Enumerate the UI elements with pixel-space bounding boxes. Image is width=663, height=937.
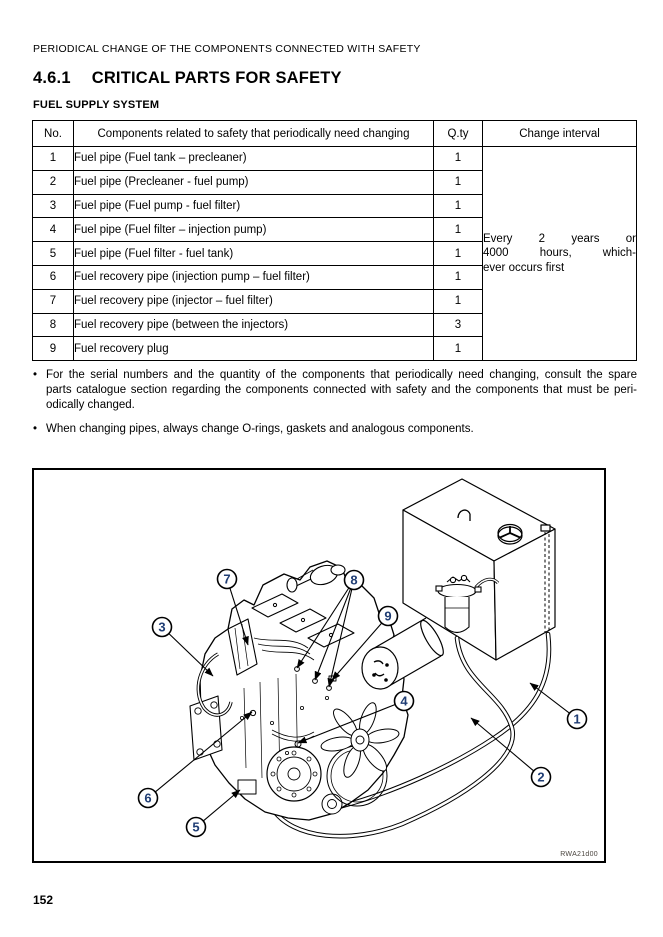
col-header-qty: Q.ty [434,121,483,147]
table-body [33,147,637,361]
running-header: PERIODICAL CHANGE OF THE COMPONENTS CONNECTED WITH SAFETY [33,43,421,55]
section-title: CRITICAL PARTS FOR SAFETY [91,69,342,87]
cell-component: Fuel pipe (Fuel pump - fuel filter) [74,194,434,218]
filler-cap-icon [498,525,522,545]
subsection-title: FUEL SUPPLY SYSTEM [33,99,160,111]
note-item [33,422,637,437]
callout-number-1: 1 [573,711,581,727]
cell-component: Fuel pipe (Fuel filter - fuel tank) [74,242,434,266]
cell-component: Fuel pipe (Precleaner - fuel pump) [74,170,434,194]
cell-qty: 1 [434,265,483,289]
cell-qty: 1 [434,170,483,194]
critical-parts-table [32,120,637,361]
cell-no: 8 [33,313,74,337]
note-text: For the serial numbers and the quantity of the components that periodically need changing, consult the spare parts catalogue section regarding the components connected with safety and the components that must be peri- odically changed. [46,369,637,411]
callout-number-6: 6 [144,790,152,806]
diagram-frame [32,468,606,863]
table-row [33,147,637,171]
section-number: 4.6.1 [33,69,71,87]
bullet-icon: • [33,369,38,381]
cell-qty: 1 [434,194,483,218]
engine [190,561,408,820]
cell-qty: 1 [434,218,483,242]
cell-component: Fuel pipe (Fuel filter – injection pump) [74,218,434,242]
cell-component: Fuel recovery pipe (injector – fuel filter) [74,289,434,313]
cell-component: Fuel recovery pipe (injection pump – fuel filter) [74,265,434,289]
cell-qty: 3 [434,313,483,337]
cell-no: 5 [33,242,74,266]
col-header-interval: Change interval [483,121,637,147]
bullet-icon: • [33,423,38,435]
cell-no: 4 [33,218,74,242]
cell-qty: 1 [434,337,483,361]
col-header-no: No. [33,121,74,147]
callout-number-9: 9 [384,608,392,624]
cell-component: Fuel pipe (Fuel tank – precleaner) [74,147,434,171]
page-number: 152 [33,893,54,907]
callout-leader-line [203,790,240,821]
cell-no: 6 [33,265,74,289]
callout-number-7: 7 [223,571,231,587]
note-item [33,368,637,413]
cell-no: 7 [33,289,74,313]
callout-number-4: 4 [400,693,408,709]
cell-no: 1 [33,147,74,171]
callout-number-8: 8 [350,572,358,588]
cell-no: 2 [33,170,74,194]
cell-qty: 1 [434,289,483,313]
callout-number-3: 3 [158,619,166,635]
cell-no: 9 [33,337,74,361]
change-interval-cell: Every 2 years or 4000 hours, which- ever occurs first [483,147,637,361]
section-heading [33,69,342,88]
cell-no: 3 [33,194,74,218]
cell-component: Fuel recovery pipe (between the injectors) [74,313,434,337]
cell-component: Fuel recovery plug [74,337,434,361]
notes-list [33,368,637,446]
callout-number-2: 2 [537,769,545,785]
table-header-row [33,121,637,147]
cell-qty: 1 [434,147,483,171]
callout-number-5: 5 [192,819,200,835]
figure-code: RWA21d00 [560,851,598,858]
col-header-components: Components related to safety that periodically need changing [74,121,434,147]
cell-qty: 1 [434,242,483,266]
note-text: When changing pipes, always change O-rings, gaskets and analogous components. [46,423,474,435]
fuel-system-diagram [32,468,606,863]
